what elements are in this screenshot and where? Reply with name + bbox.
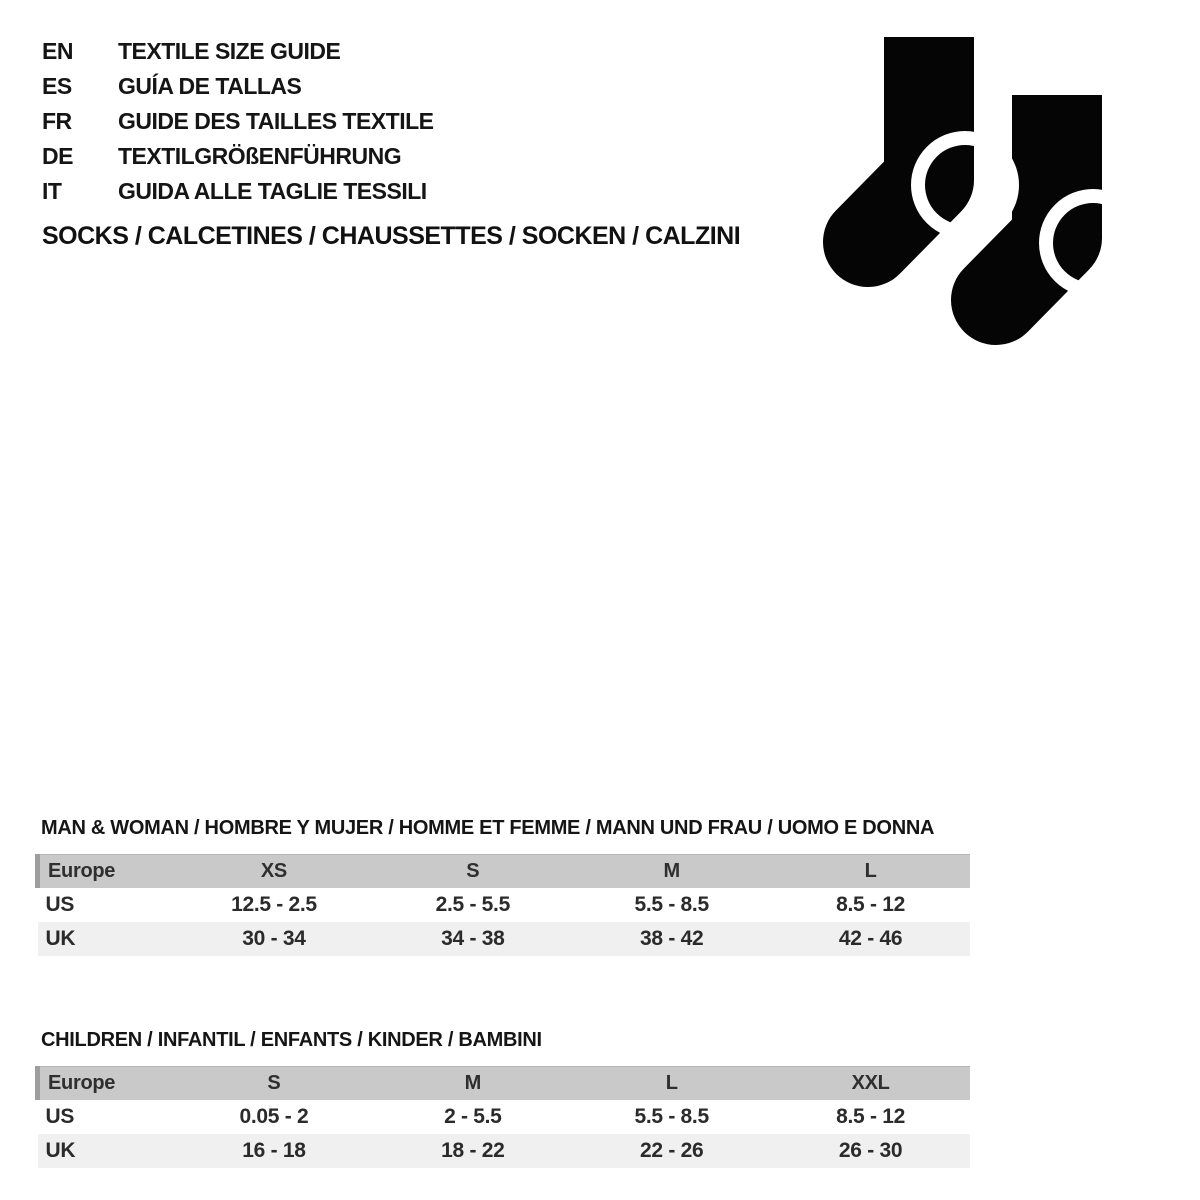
language-title: GUIDA ALLE TAGLIE TESSILI [118, 178, 427, 204]
man-woman-header-row [38, 855, 971, 889]
size-cell: 22 - 26 [572, 1134, 771, 1168]
column-header-m: M [373, 1067, 572, 1101]
row-label-uk: UK [38, 1134, 175, 1168]
language-code: ES [42, 73, 72, 99]
man-woman-table-title: MAN & WOMAN / HOMBRE Y MUJER / HOMME ET FEMME / MANN UND FRAU / UOMO E DONNA [41, 817, 935, 839]
column-header-s: S [373, 855, 572, 889]
size-cell: 34 - 38 [373, 922, 572, 956]
row-label-us: US [38, 888, 175, 922]
size-cell: 8.5 - 12 [771, 1100, 970, 1134]
column-header-xs: XS [175, 855, 374, 889]
size-cell: 8.5 - 12 [771, 888, 970, 922]
language-row-fr [42, 104, 434, 139]
man-woman-table-section [35, 818, 970, 956]
language-list [42, 34, 434, 209]
size-cell: 18 - 22 [373, 1134, 572, 1168]
size-cell: 16 - 18 [175, 1134, 374, 1168]
size-cell: 2 - 5.5 [373, 1100, 572, 1134]
language-code: FR [42, 108, 72, 134]
children-header-row [38, 1067, 971, 1101]
column-header-europe: Europe [38, 1067, 175, 1101]
children-table-section [35, 1030, 970, 1168]
size-cell: 5.5 - 8.5 [572, 1100, 771, 1134]
size-cell: 30 - 34 [175, 922, 374, 956]
language-title: TEXTILGRÖßENFÜHRUNG [118, 143, 402, 169]
language-row-en [42, 34, 434, 69]
column-header-s: S [175, 1067, 374, 1101]
column-header-l: L [771, 855, 970, 889]
category-line: SOCKS / CALCETINES / CHAUSSETTES / SOCKEN / CALZINI [42, 222, 741, 250]
language-row-it [42, 174, 434, 209]
size-cell: 0.05 - 2 [175, 1100, 374, 1134]
row-label-uk: UK [38, 922, 175, 956]
man-woman-uk-row [38, 922, 971, 956]
children-size-table [35, 1066, 970, 1168]
size-cell: 38 - 42 [572, 922, 771, 956]
column-header-l: L [572, 1067, 771, 1101]
size-cell: 5.5 - 8.5 [572, 888, 771, 922]
column-header-xxl: XXL [771, 1067, 970, 1101]
children-table-title: CHILDREN / INFANTIL / ENFANTS / KINDER / BAMBINI [41, 1029, 542, 1051]
column-header-m: M [572, 855, 771, 889]
language-title: GUIDE DES TAILLES TEXTILE [118, 108, 434, 134]
language-code: IT [42, 178, 62, 204]
language-row-es [42, 69, 434, 104]
language-code: DE [42, 143, 73, 169]
language-row-de [42, 139, 434, 174]
language-title: TEXTILE SIZE GUIDE [118, 38, 341, 64]
children-uk-row [38, 1134, 971, 1168]
size-cell: 2.5 - 5.5 [373, 888, 572, 922]
size-cell: 12.5 - 2.5 [175, 888, 374, 922]
language-title: GUÍA DE TALLAS [118, 73, 302, 99]
man-woman-size-table [35, 854, 970, 956]
size-cell: 26 - 30 [771, 1134, 970, 1168]
language-code: EN [42, 38, 73, 64]
size-cell: 42 - 46 [771, 922, 970, 956]
column-header-europe: Europe [38, 855, 175, 889]
socks-icon [810, 30, 1122, 350]
man-woman-us-row [38, 888, 971, 922]
row-label-us: US [38, 1100, 175, 1134]
children-us-row [38, 1100, 971, 1134]
